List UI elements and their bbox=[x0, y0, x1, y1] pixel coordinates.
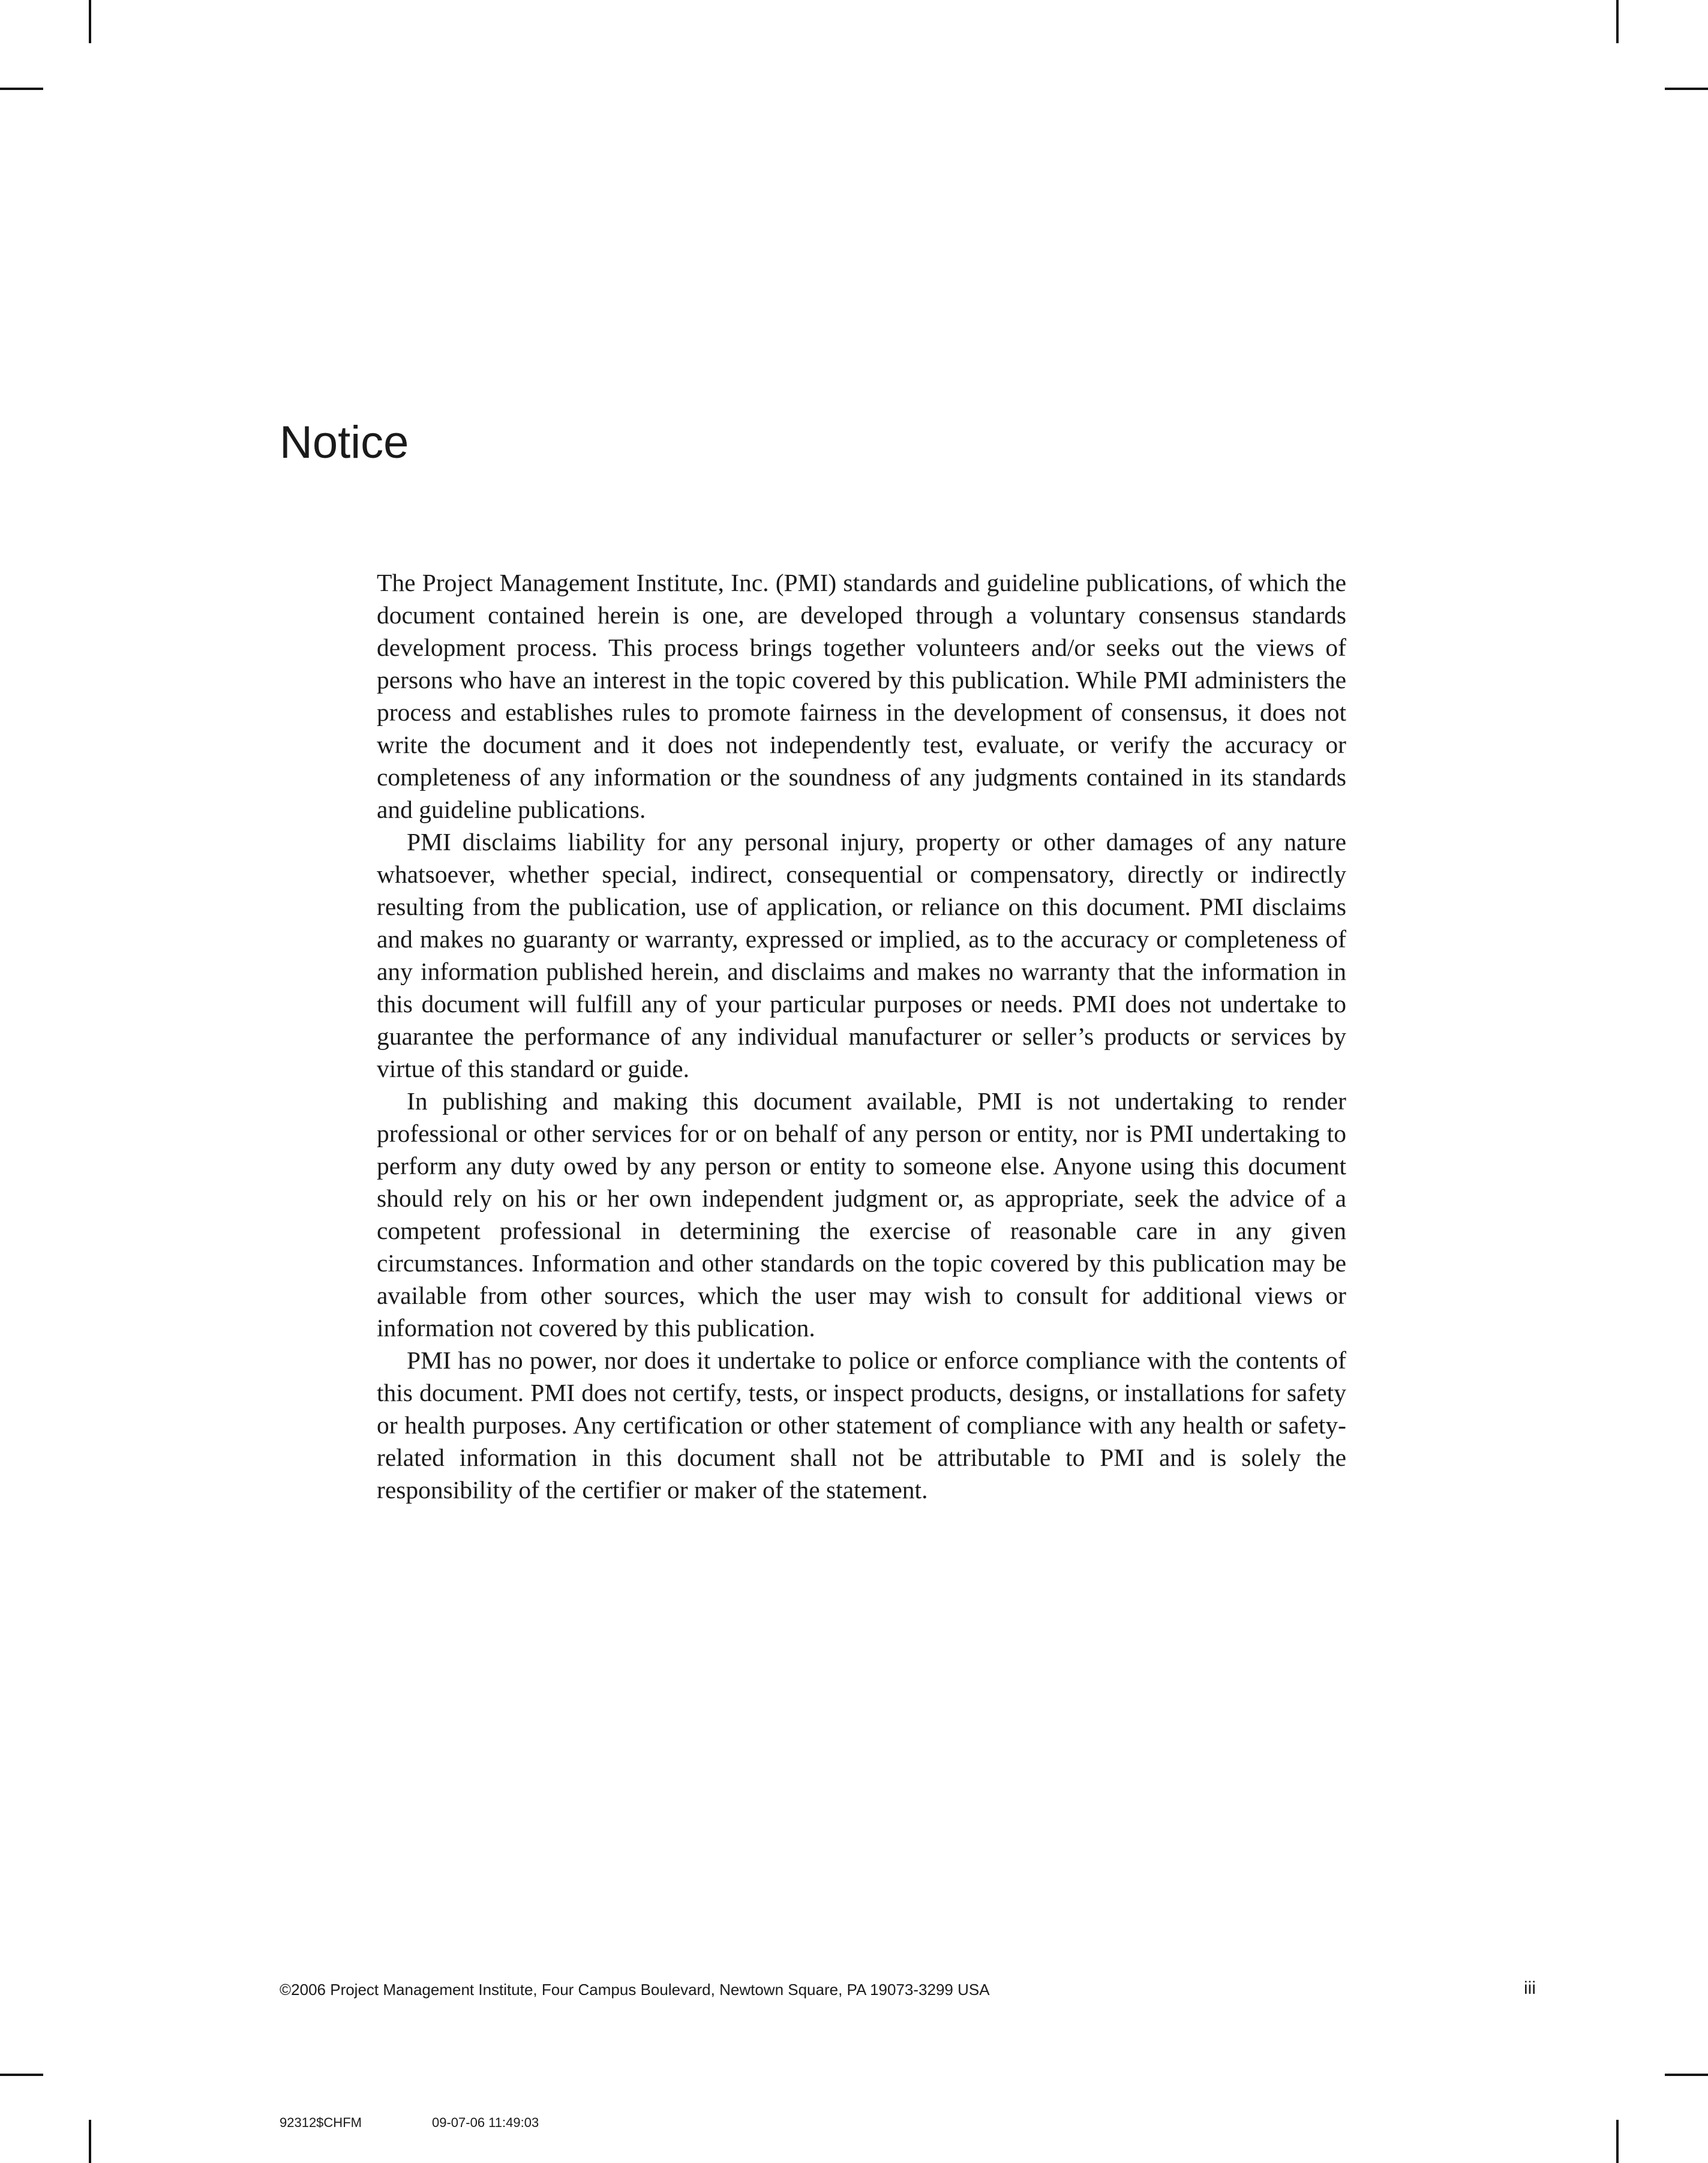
crop-mark-bottom-right bbox=[1665, 2074, 1708, 2076]
notice-paragraph: PMI has no power, nor does it undertake to police or enforce compliance with the contents of this document. PMI does not certify, tests, or inspect products, designs, or installations for safety or health purposes. Any certification or other statement of compliance with any health or safety-related information in this document shall not be attributable to PMI and is solely the responsibility of the certifier or maker of the statement. bbox=[377, 1346, 1346, 1504]
slug-job-id: 92312$CHFM bbox=[280, 2115, 362, 2130]
notice-paragraph: PMI disclaims liability for any personal injury, property or other damages of any nature whatsoever, whether special, indirect, consequential or compensatory, directly or indirectly resulting from the publication, use of application, or reliance on this document. PMI disclaims and makes no guaranty or warranty, expressed or implied, as to the accuracy or completeness of any information published herein, and disclaims and makes no warranty that the information in this document will fulfill any of your particular purposes or needs. PMI does not undertake to guarantee the performance of any individual manufacturer or seller’s products or services by virtue of this standard or guide. bbox=[377, 828, 1346, 1082]
crop-mark-bottom-right bbox=[1616, 2120, 1619, 2163]
crop-mark-top-right bbox=[1616, 0, 1619, 43]
slug-timestamp: 09-07-06 11:49:03 bbox=[432, 2115, 539, 2130]
crop-mark-top-right bbox=[1665, 88, 1708, 90]
notice-paragraph: The Project Management Institute, Inc. (PMI) standards and guideline publications, of which the document contained herein is one, are developed through a voluntary consensus standards development process. This process brings together volunteers and/or seeks out the views of persons who have an interest in the topic covered by this publication. While PMI administers the process and establishes rules to promote fairness in the development of consensus, it does not write the document and it does not independently test, evaluate, or verify the accuracy or completeness of any information or the soundness of any judgments contained in its standards and guideline publications. bbox=[377, 569, 1346, 823]
page-number: iii bbox=[1524, 1978, 1536, 1998]
notice-body bbox=[377, 566, 1346, 1506]
crop-mark-bottom-left bbox=[0, 2074, 43, 2076]
page-title: Notice bbox=[280, 417, 409, 468]
crop-mark-top-left bbox=[0, 88, 43, 90]
notice-paragraph: In publishing and making this document available, PMI is not undertaking to render professional or other services for or on behalf of any person or entity, nor is PMI undertaking to perform any duty owed by any person or entity to someone else. Anyone using this document should rely on his or her own independent judgment or, as appropriate, seek the advice of a competent professional in determining the exercise of reasonable care in any given circumstances. Information and other standards on the topic covered by this publication may be available from other sources, which the user may wish to consult for additional views or information not covered by this publication. bbox=[377, 1087, 1346, 1342]
crop-mark-top-left bbox=[89, 0, 91, 43]
footer-copyright: ©2006 Project Management Institute, Four Campus Boulevard, Newtown Square, PA 19073-3299 USA bbox=[280, 1981, 990, 1999]
crop-mark-bottom-left bbox=[89, 2120, 91, 2163]
